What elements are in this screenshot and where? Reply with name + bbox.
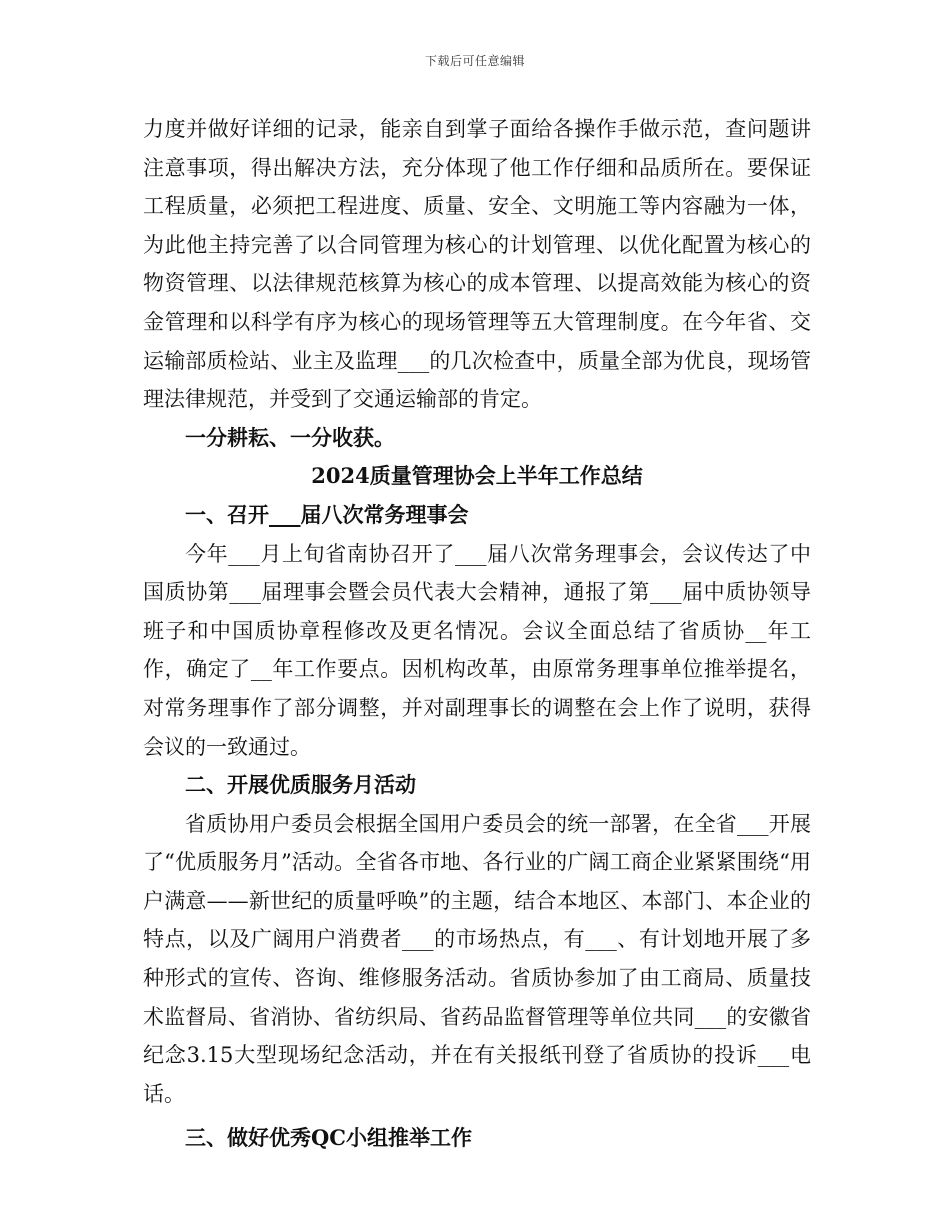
page-header: 下载后可任意编辑: [424, 54, 525, 68]
paragraph-closing-remark: 一分耕耘、一分收获。: [185, 424, 395, 450]
paragraph-section-1: 今年___月上旬省南协召开了___届八次常务理事会，会议传达了中国质协第___届理事会暨会员代表大会精神，通报了第___届中质协领导班子和中国质协章程修改及更名情况。会议全面总结了省质协__年工作，确定了__年工作要点。因机构改革，由原常务理事单位推举提名，对常务理事作了部分调整，并对副理事长的调整在会上作了说明，获得会议的一致通过。: [143, 541, 811, 759]
section-heading-2: 二、开展优质服务月活动: [185, 772, 416, 798]
section-heading-3: 三、做好优秀QC小组推举工作: [185, 1125, 473, 1151]
document-body: [143, 110, 811, 1158]
paragraph-section-2: 省质协用户委员会根据全国用户委员会的统一部署，在全省___开展了“优质服务月”活动。全省各市地、各行业的广阔工商企业紧紧围绕“用户满意——新世纪的质量呼唤”的主题，结合本地区、本部门、本企业的特点，以及广阔用户消费者___的市场热点，有___、有计划地开展了多种形式的宣传、咨询、维修服务活动。省质协参加了由工商局、质量技术监督局、省消协、省纺织局、省药品监督管理等单位共同___的安徽省纪念3.15大型现场纪念活动，并在有关报纸刊登了省质协的投诉___电话。: [143, 811, 811, 1106]
document-title: 2024质量管理协会上半年工作总结: [311, 463, 643, 489]
section-heading-1: 一、召开___届八次常务理事会: [185, 501, 469, 527]
paragraph-continuation: 力度并做好详细的记录，能亲自到掌子面给各操作手做示范，查问题讲注意事项，得出解决方法，充分体现了他工作仔细和品质所在。要保证工程质量，必须把工程进度、质量、安全、文明施工等内容融为一体，为此他主持完善了以合同管理为核心的计划管理、以优化配置为核心的物资管理、以法律规范核算为核心的成本管理、以提高效能为核心的资金管理和以科学有序为核心的现场管理等五大管理制度。在今年省、交运输部质检站、业主及监理___的几次检查中，质量全部为优良，现场管理法律规范，并受到了交通运输部的肯定。: [143, 117, 811, 412]
